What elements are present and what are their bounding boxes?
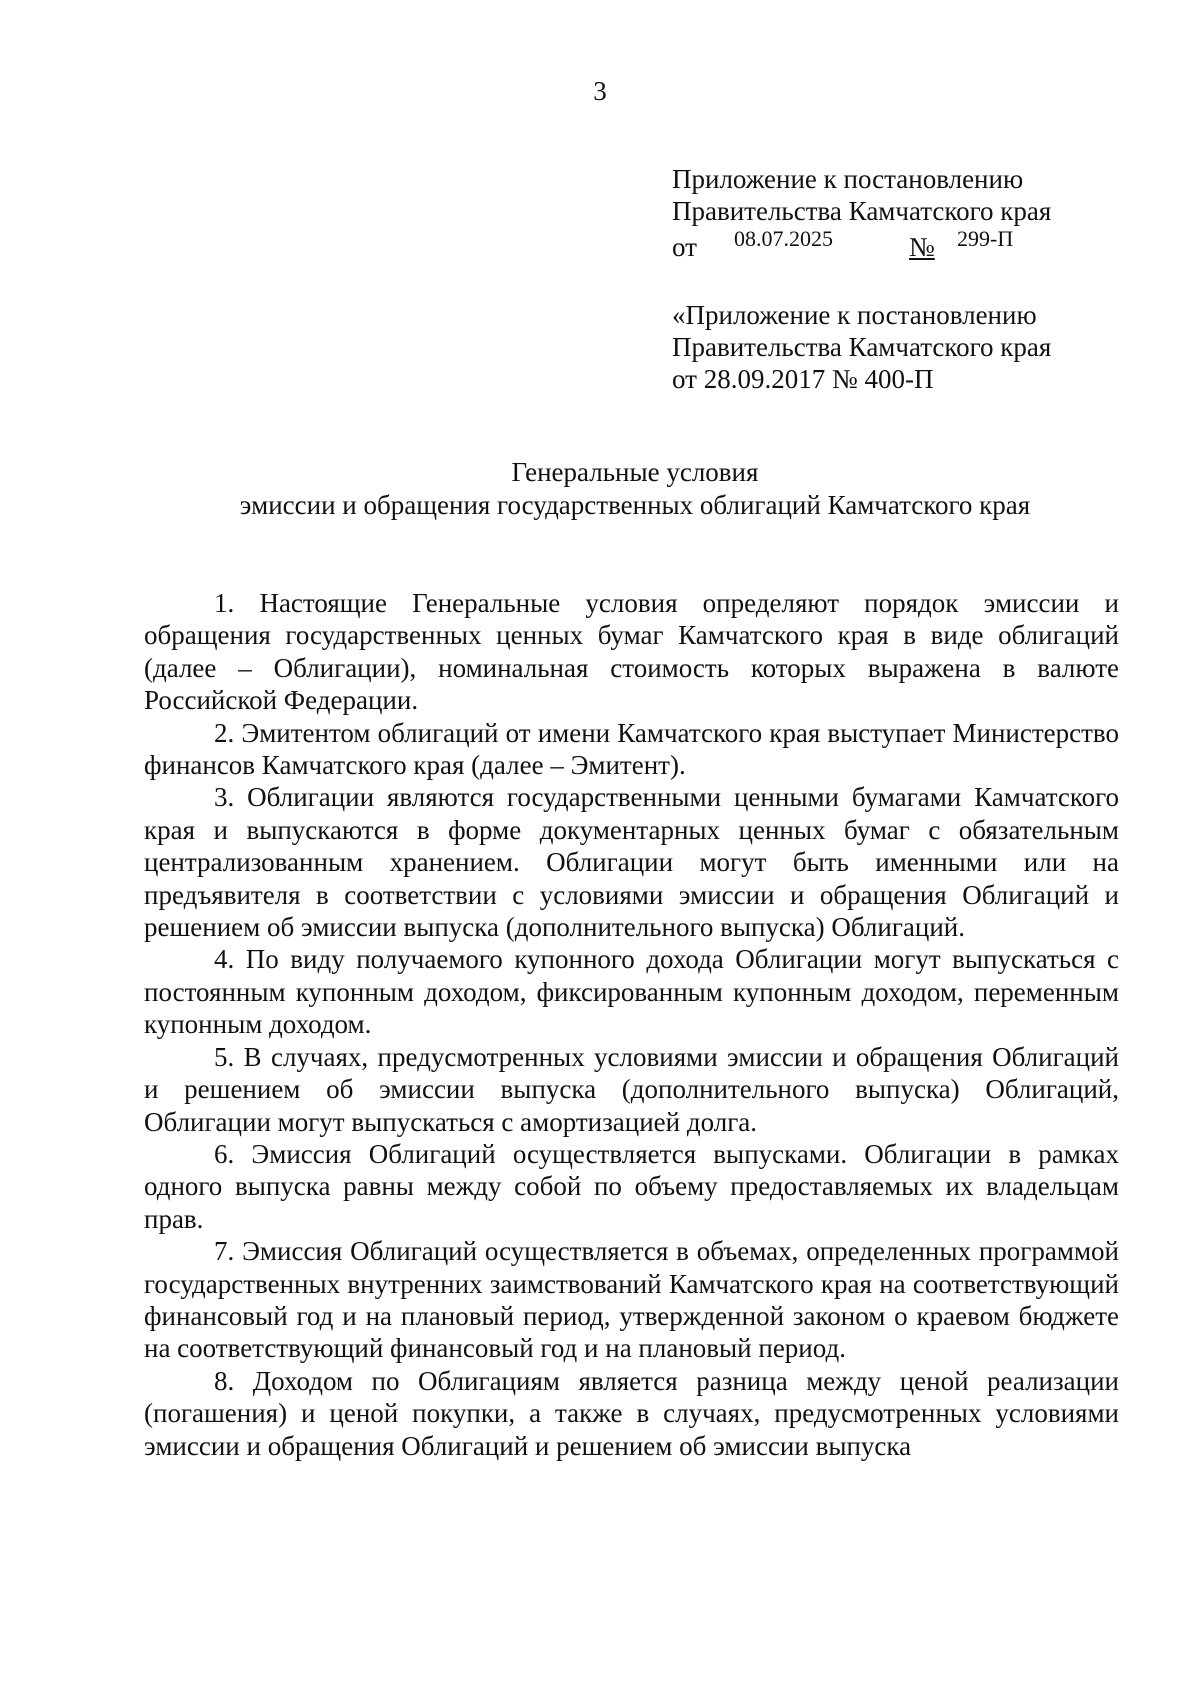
decree-date: 08.07.2025 [734,226,833,251]
page-number: 3 [593,76,607,106]
number-sign: № [909,232,935,262]
appendix-block [672,163,1052,262]
appendix-line-1: Приложение к постановлению [672,164,1024,194]
original-appendix-line-3: от 28.09.2017 № 400-П [672,364,934,394]
paragraph-3: 3. Облигации являются государственными ценными бумагами Камчатского края и выпускаются в форме документарных ценных бумаг с обязательным централизованным хранением. Облигации могут быть именными или на предъявителя в соответствии с условиями эмиссии и обращения Облигаций и решением об эмиссии выпуска (дополнительного выпуска) Облигаций. [144,782,1119,943]
paragraph-7: 7. Эмиссия Облигаций осуществляется в объемах, определенных программой государственных внутренних заимствований Камчатского края на соответствующий финансовый год и на плановый период, утвержденной законом о краевом бюджете на соответствующий финансовый год и на плановый период. [144,1236,1119,1364]
paragraph-1: 1. Настоящие Генеральные условия определяют порядок эмиссии и обращения государственных ценных бумаг Камчатского края в виде облигаций (далее – Облигации), номинальная стоимость которых выражена в валюте Российской Федерации. [144,588,1119,716]
document-body [144,587,1119,1462]
appendix-date-line [672,226,1051,262]
date-prefix: от [672,232,697,262]
document-title [0,456,1200,522]
title-line-2: эмиссии и обращения государственных облигаций Камчатского края [239,490,1031,520]
paragraph-2: 2. Эмитентом облигаций от имени Камчатского края выступает Министерство финансов Камчатского края (далее – Эмитент). [144,717,1119,781]
paragraph-5: 5. В случаях, предусмотренных условиями эмиссии и обращения Облигаций и решением об эмиссии выпуска (дополнительного выпуска) Облигаций, Облигации могут выпускаться с амортизацией долга. [144,1041,1119,1137]
title-line-1: Генеральные условия [511,457,759,487]
paragraph-8: 8. Доходом по Облигациям является разница между ценой реализации (погашения) и ценой покупки, а также в случаях, предусмотренных условиями эмиссии и обращения Облигаций и решением об эмиссии выпуска [144,1365,1119,1461]
original-appendix-line-2: Правительства Камчатского края [672,332,1052,362]
appendix-line-2: Правительства Камчатского края [672,196,1052,226]
original-appendix-block [672,299,1051,395]
decree-number: 299-П [957,226,1014,251]
paragraph-6: 6. Эмиссия Облигаций осуществляется выпусками. Облигации в рамках одного выпуска равны между собой по объему предоставляемых их владельцам прав. [144,1138,1119,1234]
original-appendix-line-1: «Приложение к постановлению [672,300,1037,330]
paragraph-4: 4. По виду получаемого купонного дохода Облигации могут выпускаться с постоянным купонным доходом, фиксированным купонным доходом, переменным купонным доходом. [144,944,1119,1040]
